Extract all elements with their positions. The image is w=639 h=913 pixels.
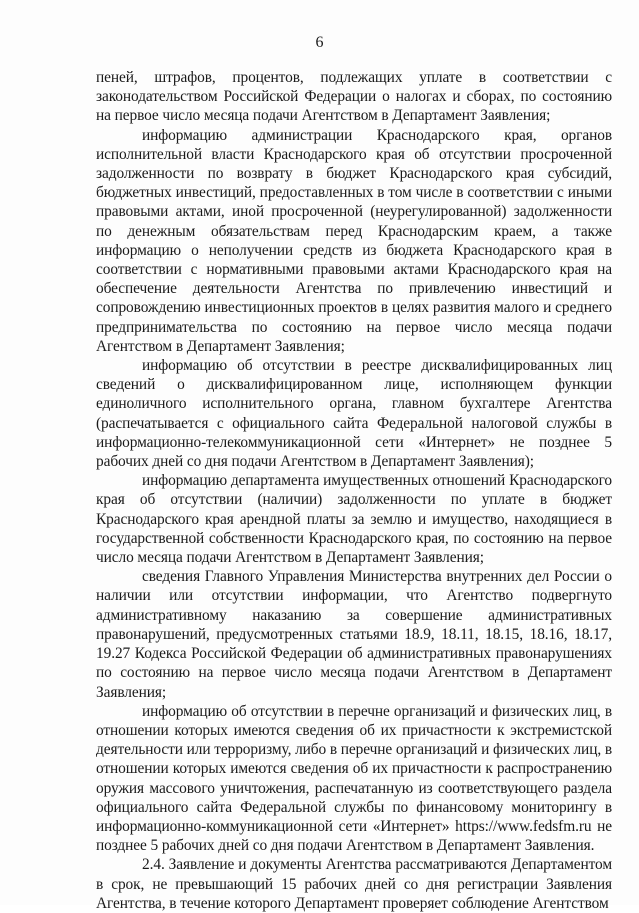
paragraph-property-relations: информацию департамента имущественных отношений Краснодарского края об отсутствии (наличии) задолженности по уплате в бюджет Краснодарского края арендной платы за землю и имущество, находящиеся в государственной собственности Краснодарского края, по состоянию на первое число месяца подачи Агентством в Департамент Заявления; (96, 472, 612, 567)
paragraph-disqualified-persons: информацию об отсутствии в реестре дисквалифицированных лиц сведений о дисквалифицированном лице, исполняющем функции единоличного исполнительного органа, главном бухгалтере Агентства (распечатывается с официального сайта Федеральной налоговой службы в информационно-телекоммуникационной сети «Интернет» не позднее 5 рабочих дней со дня подачи Агентством в Департамент Заявления); (96, 357, 612, 471)
document-body (96, 68, 612, 913)
page-number: 6 (315, 34, 324, 51)
paragraph-penalties-continuation: пеней, штрафов, процентов, подлежащих уплате в соответствии с законодательством Российской Федерации о налогах и сборах, по состоянию на первое число месяца подачи Агентством в Департамент Заявления; (96, 69, 612, 125)
paragraph-administration-info: информацию администрации Краснодарского края, органов исполнительной власти Краснодарского края об отсутствии просроченной задолженности по возврату в бюджет Краснодарского края субсидий, бюджетных инвестиций, предоставленных в том числе в соответствии с иными правовыми актами, иной просроченной (неурегулированной) задолженности по денежным обязательствам перед Краснодарским краем, а также информацию о неполучении средств из бюджета Краснодарского края в соответствии с нормативными правовыми актами Краснодарского края на обеспечение деятельности Агентства по привлечению инвестиций и сопровождению инвестиционных проектов в целях развития малого и среднего предпринимательства по состоянию на первое число месяца подачи Агентством в Департамент Заявления; (96, 126, 612, 355)
paragraph-extremism-list: информацию об отсутствии в перечне организаций и физических лиц, в отношении которых имеются сведения об их причастности к экстремистской деятельности или терроризму, либо в перечне организаций и физических лиц, в отношении которых имеются сведения об их причастности к распространению оружия массового уничтожения, распечатанную из соответствующего раздела официального сайта Федеральной службы по финансовому мониторингу в информационно-коммуникационной сети «Интернет» https://www.fedsfm.ru не позднее 5 рабочих дней со дня подачи Агентством в Департамент Заявления. (96, 702, 612, 855)
paragraph-internal-affairs: сведения Главного Управления Министерства внутренних дел России о наличии или отсутствии информации, что Агентство подвергнуто административному наказанию за совершение административных правонарушений, предусмотренных статьями 18.9, 18.11, 18.15, 18.16, 18.17, 19.27 Кодекса Российской Федерации об административных правонарушениях по состоянию на первое число месяца подачи Агентством в Департамент Заявления; (96, 568, 612, 701)
paragraph-section-2-4: 2.4. Заявление и документы Агентства рассматриваются Департаментом в срок, не превышающий 15 рабочих дней со дня регистрации Заявления Агентства, в течение которого Департамент проверяет соблюдение Агентством (96, 856, 612, 912)
